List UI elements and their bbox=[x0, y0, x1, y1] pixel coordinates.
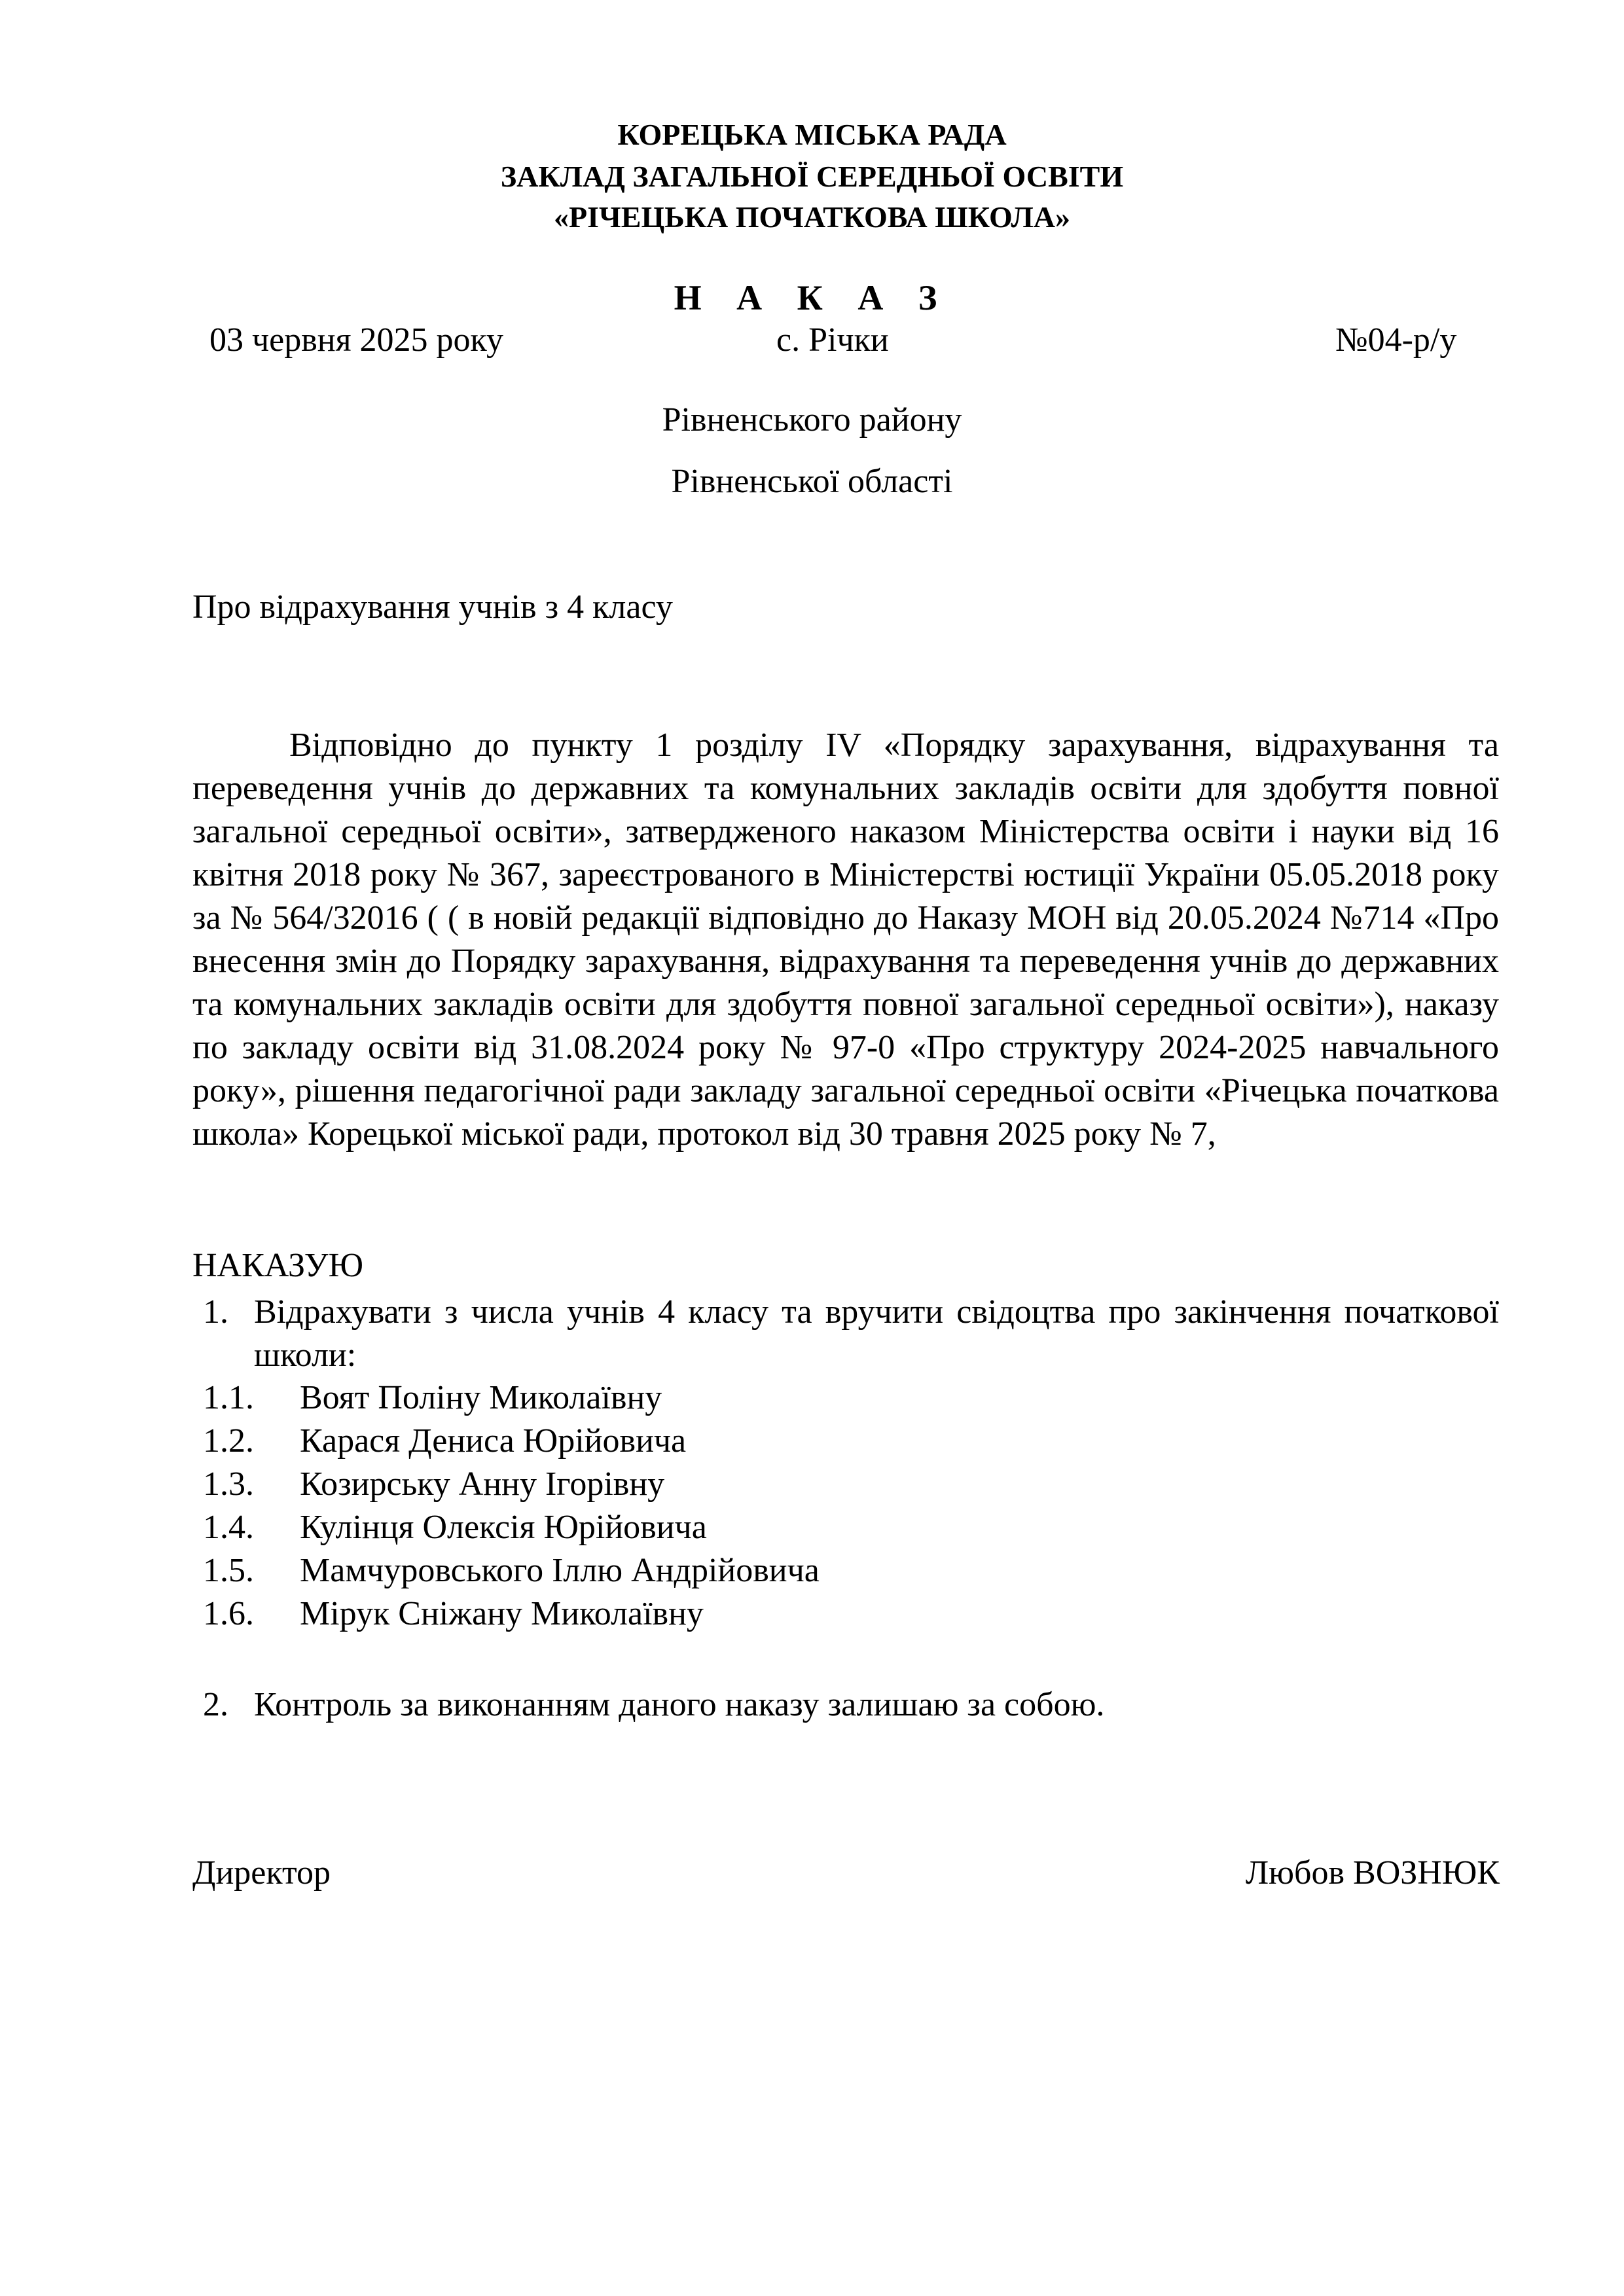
order-district: Рівненського району bbox=[662, 401, 962, 439]
student-number: 1.2. bbox=[203, 1422, 254, 1460]
signatory-name: Любов ВОЗНЮК bbox=[1245, 1854, 1500, 1892]
student-number: 1.5. bbox=[203, 1552, 254, 1589]
decree-word: НАКАЗУЮ bbox=[192, 1247, 364, 1284]
order-number: №04-р/у bbox=[1335, 321, 1457, 359]
school-name: «РІЧЕЦЬКА ПОЧАТКОВА ШКОЛА» bbox=[554, 200, 1070, 234]
order-title: Н А К А З bbox=[674, 278, 950, 317]
student-name: Карася Дениса Юрійовича bbox=[300, 1422, 687, 1460]
student-number: 1.1. bbox=[203, 1379, 254, 1416]
order-subject: Про відрахування учнів з 4 класу bbox=[192, 588, 673, 626]
item-text: Контроль за виконанням даного наказу залишаю за собою. bbox=[254, 1686, 1105, 1723]
student-number: 1.4. bbox=[203, 1509, 254, 1546]
order-item-1 bbox=[203, 1291, 1499, 1377]
order-place: с. Річки bbox=[776, 321, 889, 359]
student-name: Мірук Сніжану Миколаївну bbox=[300, 1595, 704, 1632]
student-number: 1.6. bbox=[203, 1595, 254, 1632]
item-number: 2. bbox=[203, 1686, 228, 1723]
council-name: КОРЕЦЬКА МІСЬКА РАДА bbox=[617, 118, 1007, 151]
item-text: Відрахувати з числа учнів 4 класу та вручити свідоцтва про закінчення початкової школи: bbox=[254, 1293, 1499, 1374]
student-name: Кулінця Олексія Юрійовича bbox=[300, 1509, 707, 1546]
student-number: 1.3. bbox=[203, 1465, 254, 1503]
student-name: Козирську Анну Ігорівну bbox=[300, 1465, 665, 1503]
order-region: Рівненської області bbox=[671, 463, 953, 500]
student-name: Мамчуровського Іллю Андрійовича bbox=[300, 1552, 820, 1589]
order-date: 03 червня 2025 року bbox=[209, 321, 504, 359]
student-name: Воят Поліну Миколаївну bbox=[300, 1379, 662, 1416]
item-number: 1. bbox=[203, 1293, 228, 1331]
institution-name: ЗАКЛАД ЗАГАЛЬНОЇ СЕРЕДНЬОЇ ОСВІТИ bbox=[500, 160, 1124, 193]
preamble-paragraph: Відповідно до пункту 1 розділу IV «Порядку зарахування, відрахування та переведення учнів до державних та комунальних закладів освіти для здобуття повної загальної середньої освіти», затвердженого наказом Міністерства освіти і науки від 16 квітня 2018 року № 367, зареєстрованого в Міністерстві юстиції України 05.05.2018 року за № 564/32016 ( ( в новій редакції відповідно до Наказу МОН від 20.05.2024 №714 «Про внесення змін до Порядку зарахування, відрахування та переведення учнів до державних та комунальних закладів освіти для здобуття повної загальної середньої освіти»), наказу по закладу освіти від 31.08.2024 року № 97-0 «Про структуру 2024-2025 навчального року», рішення педагогічної ради закладу загальної середньої освіти «Річецька початкова школа» Корецької міської ради, протокол від 30 травня 2025 року № 7, bbox=[192, 726, 1499, 1153]
signatory-role: Директор bbox=[192, 1854, 331, 1892]
